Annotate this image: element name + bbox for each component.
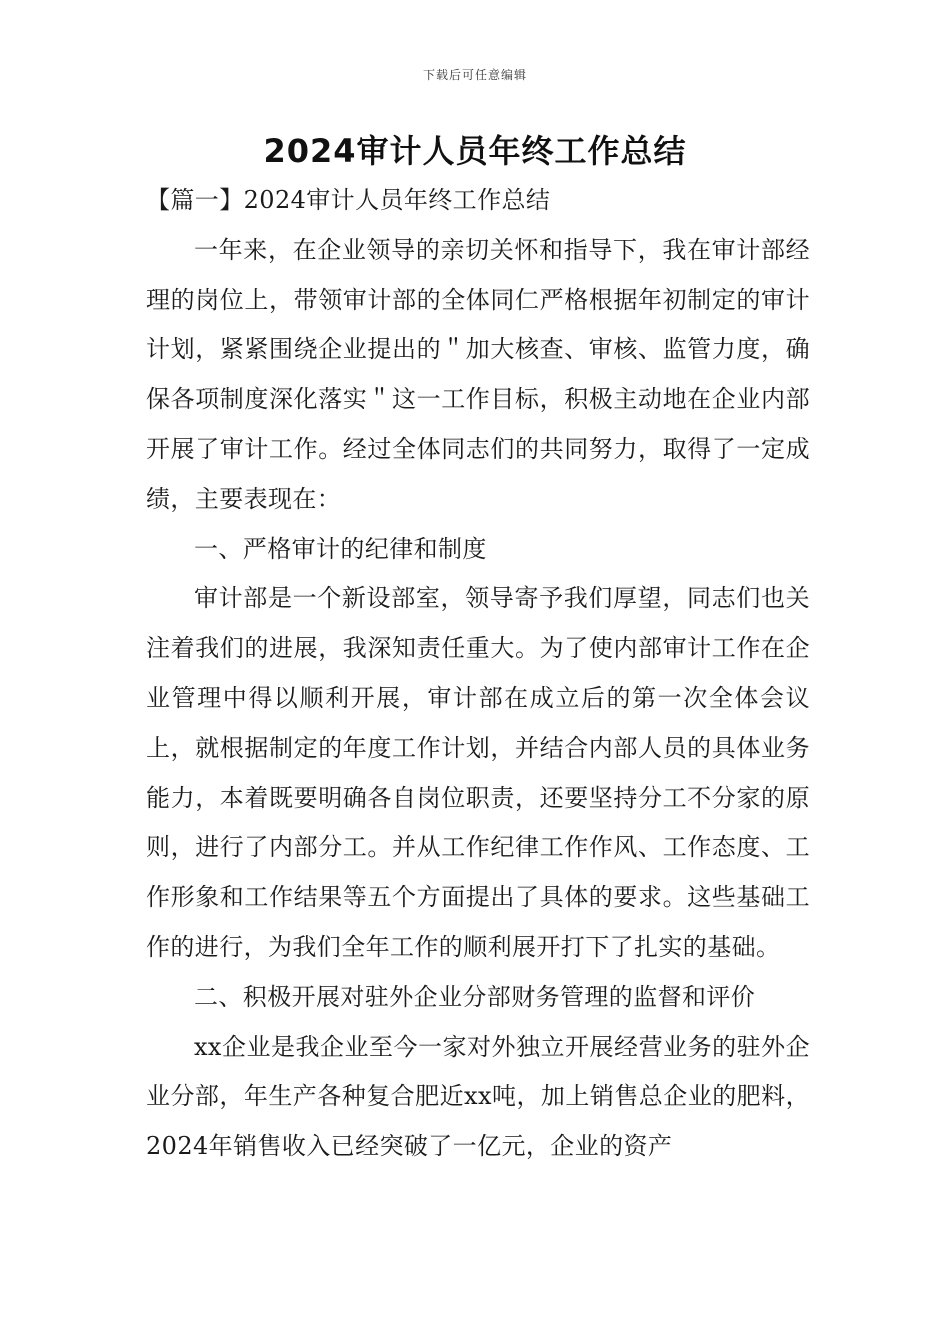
paragraph-intro: 一年来，在企业领导的亲切关怀和指导下，我在审计部经理的岗位上，带领审计部的全体同仁严格根据年初制定的审计计划，紧紧围绕企业提出的＂加大核查、审核、监管力度，确保各项制度深化落实＂这一工作目标，积极主动地在企业内部开展了审计工作。经过全体同志们的共同努力，取得了一定成绩，主要表现在： bbox=[146, 235, 810, 513]
paragraph-branch: xx企业是我企业至今一家对外独立开展经营业务的驻外企业分部，年生产各种复合肥近xx吨，加上销售总企业的肥料，2024年销售收入已经突破了一亿元，企业的资产 bbox=[146, 1032, 810, 1161]
section-title: 【篇一】2024审计人员年终工作总结 bbox=[146, 186, 551, 214]
document-title: 2024审计人员年终工作总结 bbox=[263, 132, 687, 170]
heading-two: 二、积极开展对驻外企业分部财务管理的监督和评价 bbox=[194, 982, 756, 1011]
paragraph-discipline: 审计部是一个新设部室，领导寄予我们厚望，同志们也关注着我们的进展，我深知责任重大。为了使内部审计工作在企业管理中得以顺利开展，审计部在成立后的第一次全体会议上，就根据制定的年度工作计划，并结合内部人员的具体业务能力，本着既要明确各自岗位职责，还要坚持分工不分家的原则，进行了内部分工。并从工作纪律工作作风、工作态度、工作形象和工作结果等五个方面提出了具体的要求。这些基础工作的进行，为我们全年工作的顺利展开打下了扎实的基础。 bbox=[146, 584, 810, 961]
page-header-note: 下载后可任意编辑 bbox=[422, 68, 527, 82]
document-body bbox=[146, 176, 810, 1172]
heading-one: 一、严格审计的纪律和制度 bbox=[194, 534, 487, 563]
